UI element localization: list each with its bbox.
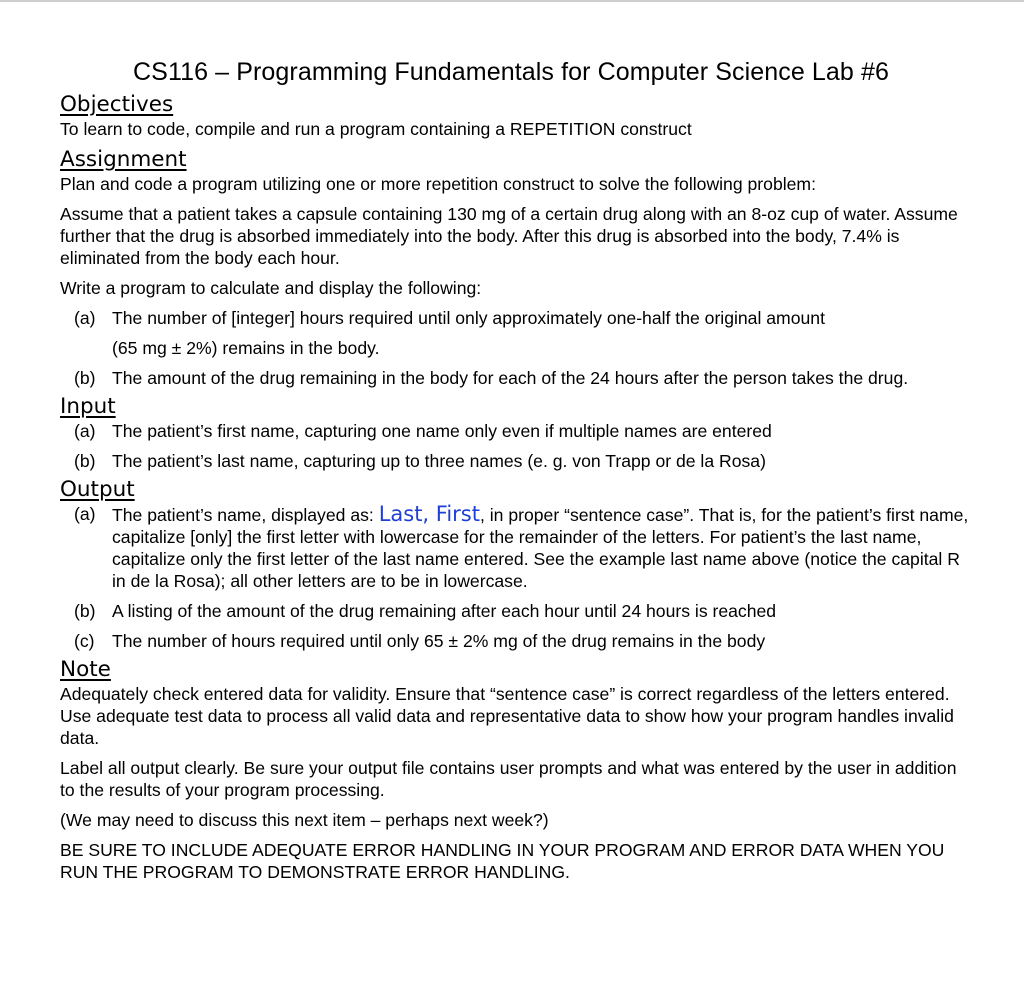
top-border [0,0,1024,2]
assignment-intro: Plan and code a program utilizing one or more repetition construct to solve the following problem: [60,174,816,194]
assignment-list [60,307,970,389]
note-paragraph: (We may need to discuss this next item – perhaps next week?) [60,810,549,830]
last-first-emphasis: Last, First [378,502,480,526]
list-item [60,630,970,652]
list-item-text [112,503,970,592]
list-item-label: (b) [74,601,96,621]
list-item-label: (b) [74,451,96,471]
list-item-text [112,307,970,359]
list-item [60,503,970,592]
list-item [60,367,970,389]
input-list [60,420,970,472]
input-heading: Input [60,394,116,419]
assignment-problem: Assume that a patient takes a capsule containing 130 mg of a certain drug along with an 8-oz cup of water. Assume further that the drug is absorbed immediately into the body. After this drug is absorbed into the body, 7.4% is eliminated from the body each hour. [60,204,958,268]
document-page [60,58,970,883]
note-paragraph: Adequately check entered data for validity. Ensure that “sentence case” is correct regardless of the letters entered. Use adequate test data to process all valid data and representative data to show how your program handles invalid data. [60,684,954,748]
list-item [60,307,970,359]
note-heading: Note [60,657,111,682]
page-title: CS116 – Programming Fundamentals for Computer Science Lab #6 [133,58,889,86]
list-item-line2: (65 mg ± 2%) remains in the body. [112,338,380,358]
objectives-text: To learn to code, compile and run a program containing a REPETITION construct [60,119,692,139]
output-a-post: , in proper “sentence case”. That is, for the patient’s first name, capitalize [only] the first letter with lowercase for the remainder of the letters. For patient’s the last name, capitalize only the first letter of the last name entered. See the example last name above (notice the capital R in de la Rosa); all other letters are to be in lowercase. [112,505,969,591]
list-item-label: (a) [74,504,96,524]
list-item [60,600,970,622]
list-item-text: The patient’s last name, capturing up to three names (e. g. von Trapp or de la Rosa) [112,451,766,471]
note-paragraph: BE SURE TO INCLUDE ADEQUATE ERROR HANDLING IN YOUR PROGRAM AND ERROR DATA WHEN YOU RUN THE PROGRAM TO DEMONSTRATE ERROR HANDLING. [60,840,945,882]
output-list [60,503,970,652]
note-paragraph: Label all output clearly. Be sure your output file contains user prompts and what was entered by the user in addition to the results of your program processing. [60,758,957,800]
list-item-label: (b) [74,368,96,388]
list-item-text: The number of hours required until only 65 ± 2% mg of the drug remains in the body [112,631,766,651]
list-item-text: A listing of the amount of the drug remaining after each hour until 24 hours is reached [112,601,777,621]
list-item-label: (c) [74,631,95,651]
output-heading: Output [60,477,135,502]
assignment-write: Write a program to calculate and display the following: [60,278,482,298]
list-item-line1: The number of [integer] hours required until only approximately one-half the original amount [112,308,825,328]
list-item-text: The patient’s first name, capturing one name only even if multiple names are entered [112,421,772,441]
list-item [60,450,970,472]
assignment-heading: Assignment [60,147,187,172]
list-item-label: (a) [74,421,96,441]
output-a-pre: The patient’s name, displayed as: [112,505,379,525]
list-item-text: The amount of the drug remaining in the body for each of the 24 hours after the person takes the drug. [112,368,909,388]
list-item [60,420,970,442]
list-item-label: (a) [74,308,96,328]
objectives-heading: Objectives [60,92,174,117]
